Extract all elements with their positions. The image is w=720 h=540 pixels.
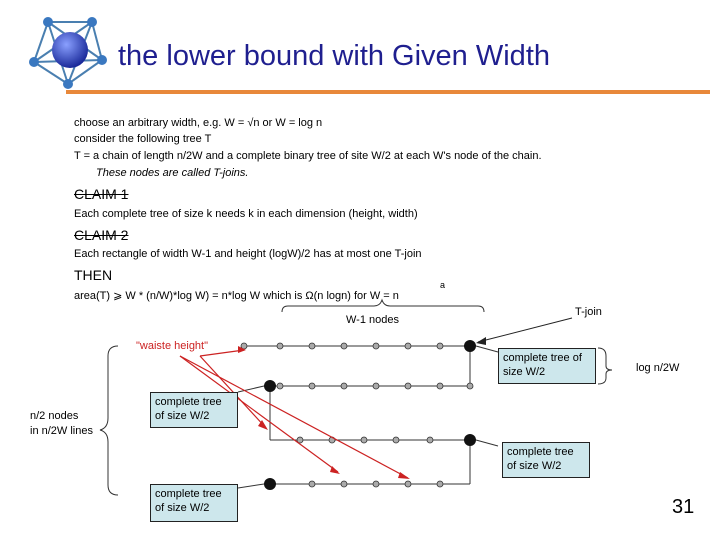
then-superscript: a	[440, 280, 446, 290]
claim-1-title: CLAIM 1	[74, 186, 129, 202]
body-line-1: choose an arbitrary width, e.g. W = √n or W = log n	[74, 117, 323, 129]
chain-nodes	[241, 343, 473, 487]
n2-nodes-label: n/2 nodes	[30, 410, 79, 422]
log-label: log n/2W	[636, 362, 680, 374]
chain-lines	[244, 346, 470, 484]
slide-title: the lower bound with Given Width	[118, 40, 550, 72]
lines-brace	[100, 346, 118, 495]
body-line-2: consider the following tree T	[74, 133, 212, 145]
page-number: 31	[672, 496, 695, 518]
w1-brace	[282, 300, 484, 312]
complete-tree-box-mid-left: complete tree of size W/2	[150, 392, 238, 428]
claim-1-text: Each complete tree of size k needs k in each dimension (height, width)	[74, 208, 418, 220]
then-title: THEN	[74, 267, 113, 283]
tjoin-label: T-join	[575, 306, 602, 318]
log-brace	[598, 348, 612, 384]
body-line-3: T = a chain of length n/2W and a complete binary tree of site W/2 at each W's node of the chain.	[74, 150, 542, 162]
then-text: area(T) ⩾ W * (n/W)*log W) = n*log W which is Ω(n logn) for W = n	[74, 290, 399, 302]
tjoin-nodes	[264, 340, 476, 490]
w1-nodes-label: W-1 nodes	[346, 314, 399, 326]
claim-2-title: CLAIM 2	[74, 227, 129, 243]
claim-2-text: Each rectangle of width W-1 and height (logW)/2 has at most one T-join	[74, 248, 422, 260]
complete-tree-box-top-right: complete tree of size W/2	[498, 348, 596, 384]
complete-tree-box-mid-right: complete tree of size W/2	[502, 442, 590, 478]
tjoin-arrow	[478, 318, 572, 342]
lines-label: in n/2W lines	[30, 425, 93, 437]
box-connectors	[238, 346, 498, 488]
waiste-height-label: "waiste height"	[136, 340, 209, 352]
body-line-4: These nodes are called T-joins.	[96, 167, 249, 179]
complete-tree-box-bottom-left: complete tree of size W/2	[150, 484, 238, 522]
